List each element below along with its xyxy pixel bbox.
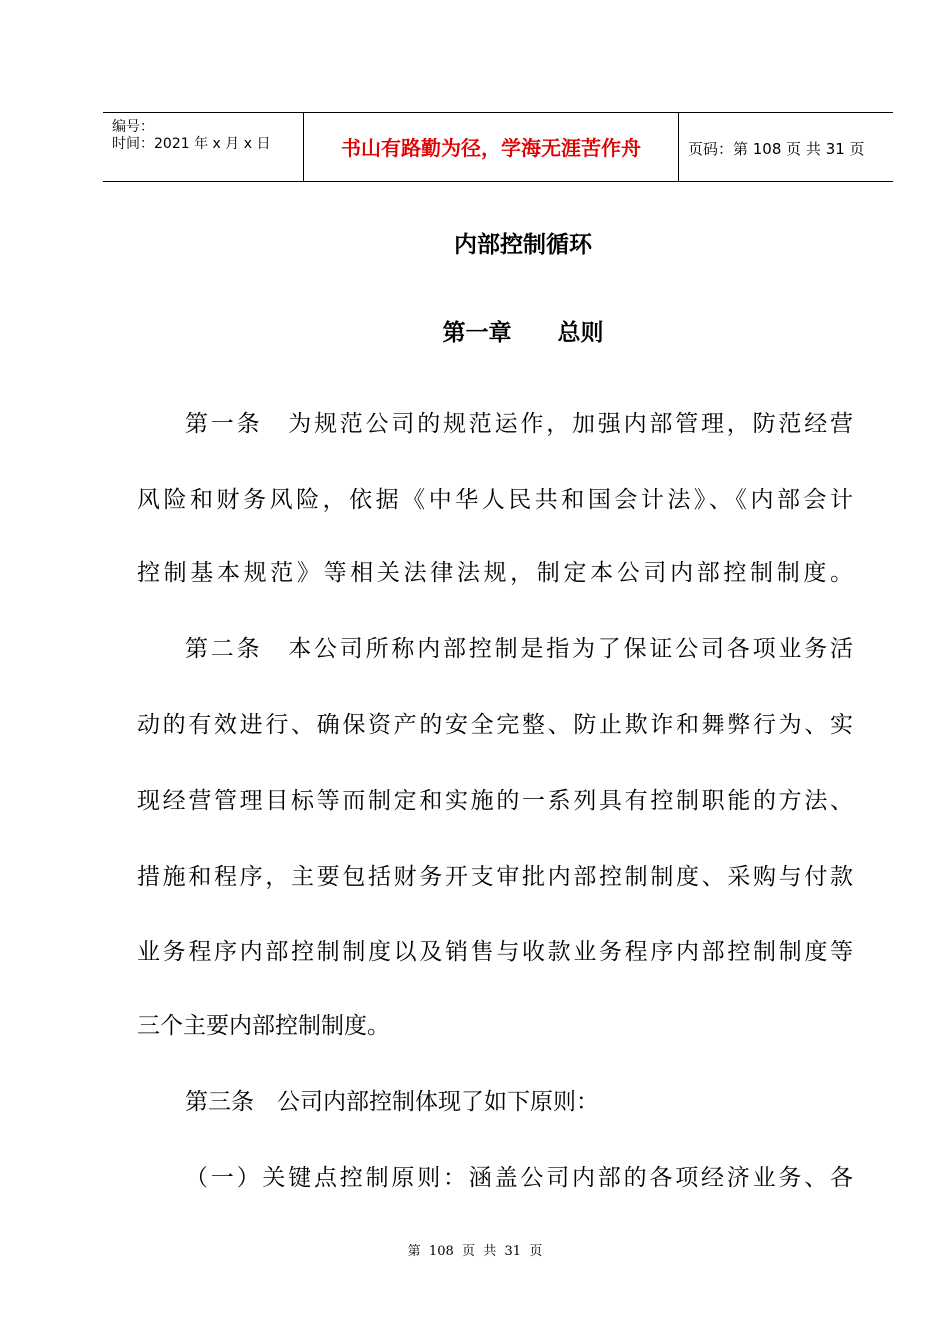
article-1-line-1: 第一条 为规范公司的规范运作，加强内部管理，防范经营 xyxy=(185,411,853,437)
header-meta-cell xyxy=(103,113,303,181)
article-2-line-4: 措施和程序，主要包括财务开支审批内部控制制度、采购与付款 xyxy=(137,864,853,890)
article-2-line-1: 第二条 本公司所称内部控制是指为了保证公司各项业务活 xyxy=(185,636,853,662)
time-label: 时间：2021 年 x 月 x 日 xyxy=(112,136,271,152)
article-2-line-2: 动的有效进行、确保资产的安全完整、防止欺诈和舞弊行为、实 xyxy=(137,712,853,738)
header-page-cell xyxy=(678,113,893,181)
article-1-line-3: 控制基本规范》等相关法律法规，制定本公司内部控制制度。 xyxy=(137,560,853,586)
chapter-title: 第一章 总则 xyxy=(442,320,604,346)
document-title: 内部控制循环 xyxy=(454,232,592,258)
article-2-line-6: 三个主要内部控制制度。 xyxy=(137,1013,390,1039)
page-footer: 第 108 页 共 31 页 xyxy=(407,1244,543,1259)
article-2-line-3: 现经营管理目标等而制定和实施的一系列具有控制职能的方法、 xyxy=(137,788,853,814)
principle-1-line-1: （一）关键点控制原则：涵盖公司内部的各项经济业务、各 xyxy=(185,1165,853,1191)
document-header xyxy=(103,112,893,182)
page-info: 页码：第 108 页 共 31 页 xyxy=(688,140,865,158)
article-2-line-5: 业务程序内部控制制度以及销售与收款业务程序内部控制制度等 xyxy=(137,939,853,965)
article-1-line-2: 风险和财务风险，依据《中华人民共和国会计法》、《内部会计 xyxy=(137,487,853,513)
article-3-line-1: 第三条 公司内部控制体现了如下原则： xyxy=(185,1089,599,1115)
motto-text: 书山有路勤为径，学海无涯苦作舟 xyxy=(341,136,641,160)
number-label: 编号： xyxy=(112,119,154,135)
header-motto-cell xyxy=(303,113,679,181)
